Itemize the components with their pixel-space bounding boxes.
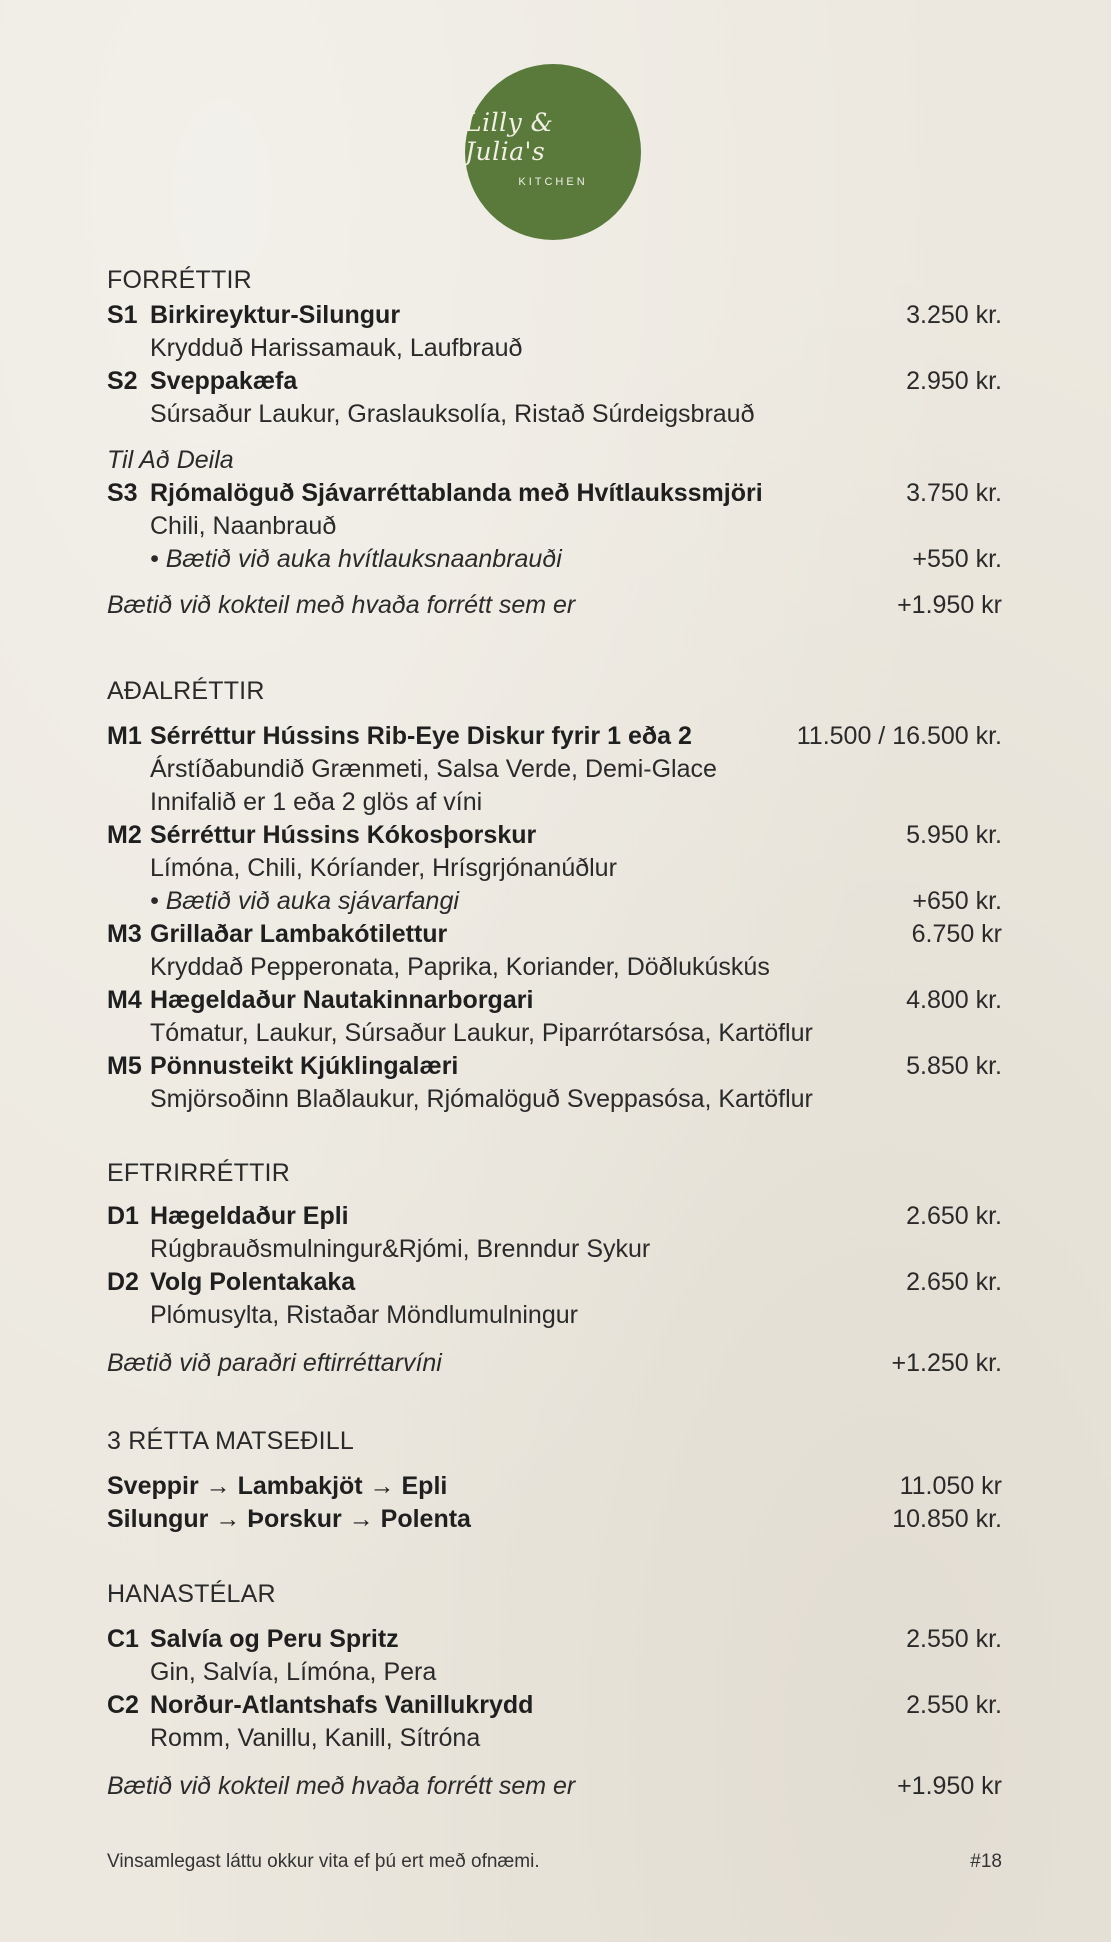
item-price: 4.800 kr. [906,986,1002,1014]
menu-item-m5 [107,1050,1002,1083]
item-description-row [107,753,1002,786]
item-code: S3 [107,479,138,507]
item-description-row [107,1083,1002,1116]
combo-row-1 [107,1470,1002,1503]
section-adalrettir [107,674,1002,1116]
menu-item-m4 [107,984,1002,1017]
item-price: 6.750 kr [911,920,1002,948]
item-code: M2 [107,821,142,849]
combo-price: 11.050 kr [899,1472,1002,1500]
item-name: Sveppakæfa [150,367,298,395]
item-description: Gin, Salvía, Límóna, Pera [150,1658,437,1686]
item-description: Kryddað Pepperonata, Paprika, Koriander, Döðlukúskús [150,953,770,981]
item-description: Súrsaður Laukur, Graslauksolía, Ristað Súrdeigsbrauð [150,400,755,428]
item-description-row [107,510,1002,543]
menu-item-s2 [107,365,1002,398]
cocktail-note: Bætið við kokteil með hvaða forrétt sem er [107,1772,576,1800]
item-description-row [107,852,1002,885]
menu-item-c1 [107,1623,1002,1656]
item-description-row [107,1233,1002,1266]
item-name: Norður-Atlantshafs Vanillukrydd [150,1691,534,1719]
menu-item-m2 [107,819,1002,852]
section-title: 3 RÉTTA MATSEÐILL [107,1427,354,1455]
addon-price: +650 kr. [912,887,1002,915]
section-title: AÐALRÉTTIR [107,677,265,705]
addon-text: • Bætið við auka sjávarfangi [150,887,459,915]
item-code: M5 [107,1052,142,1080]
item-price: 2.550 kr. [906,1691,1002,1719]
menu-item-c2 [107,1689,1002,1722]
section-eftirrettir [107,1156,1002,1380]
item-code: C2 [107,1691,139,1719]
menu-item-m1 [107,720,1002,753]
item-name: Hægeldaður Epli [150,1202,349,1230]
item-price: 5.850 kr. [906,1052,1002,1080]
item-code: D2 [107,1268,139,1296]
wine-note: Bætið við paraðri eftirréttarvíni [107,1349,442,1377]
item-description-row [107,1299,1002,1332]
menu-item-s1 [107,299,1002,332]
item-description-row [107,786,1002,819]
item-description-row [107,332,1002,365]
item-description: Innifalið er 1 eða 2 glös af víni [150,788,483,816]
item-price: 2.650 kr. [906,1202,1002,1230]
item-name: Volg Polentakaka [150,1268,356,1296]
wine-note-row [107,1347,1002,1380]
logo-script-text: Lilly & Julia's [465,108,554,166]
item-code: D1 [107,1202,139,1230]
item-description: Smjörsoðinn Blaðlaukur, Rjómalöguð Sveppasósa, Kartöflur [150,1085,813,1113]
combo-name: Sveppir → Lambakjöt → Epli [107,1472,448,1500]
item-code: M3 [107,920,142,948]
menu-item-m3 [107,918,1002,951]
item-name: Pönnusteikt Kjúklingalæri [150,1052,459,1080]
item-name: Rjómalöguð Sjávarréttablanda með Hvítlaukssmjöri [150,479,763,507]
section-title: FORRÉTTIR [107,266,252,294]
item-description: Krydduð Harissamauk, Laufbrauð [150,334,523,362]
share-note: Til Að Deila [107,446,234,474]
cocktail-note-row [107,1770,1002,1803]
item-price: 2.650 kr. [906,1268,1002,1296]
item-description-row [107,1017,1002,1050]
addon-row [107,885,1002,918]
item-name: Grillaðar Lambakótilettur [150,920,448,948]
section-matsedill [107,1424,1002,1536]
item-description: Rúgbrauðsmulningur&Rjómi, Brenndur Sykur [150,1235,651,1263]
item-name: Hægeldaður Nautakinnarborgari [150,986,534,1014]
combo-row-2 [107,1503,1002,1536]
share-note-row [107,444,1002,477]
item-description-row [107,1656,1002,1689]
menu-item-d2 [107,1266,1002,1299]
item-name: Sérréttur Hússins Kókosþorskur [150,821,537,849]
section-title: HANASTÉLAR [107,1580,276,1608]
item-name: Salvía og Peru Spritz [150,1625,399,1653]
item-price: 2.550 kr. [906,1625,1002,1653]
allergy-notice: Vinsamlegast láttu okkur vita ef þú ert með ofnæmi. [107,1851,540,1872]
footer [107,1848,1002,1876]
item-price: 5.950 kr. [906,821,1002,849]
item-description: Árstíðabundið Grænmeti, Salsa Verde, Demi-Glace [150,755,717,783]
section-hanastelar [107,1577,1002,1803]
logo-sub-text: KITCHEN [518,176,588,188]
cocktail-note: Bætið við kokteil með hvaða forrétt sem er [107,591,576,619]
item-description-row [107,1722,1002,1755]
item-name: Sérréttur Hússins Rib-Eye Diskur fyrir 1 eða 2 [150,722,692,750]
item-code: M1 [107,722,142,750]
section-forrettir [107,263,1002,622]
item-name: Birkireyktur-Silungur [150,301,401,329]
wine-price: +1.250 kr. [891,1349,1002,1377]
item-description: Chili, Naanbrauð [150,512,337,540]
cocktail-price: +1.950 kr [897,591,1002,619]
item-description: Plómusylta, Ristaðar Möndlumulningur [150,1301,578,1329]
item-code: S2 [107,367,138,395]
item-code: M4 [107,986,142,1014]
combo-name: Silungur → Þorskur → Polenta [107,1505,471,1533]
section-title: EFTRIRRÉTTIR [107,1159,290,1187]
item-price: 11.500 / 16.500 kr. [796,722,1002,750]
cocktail-note-row [107,589,1002,622]
item-price: 2.950 kr. [906,367,1002,395]
item-price: 3.250 kr. [906,301,1002,329]
item-code: C1 [107,1625,139,1653]
addon-price: +550 kr. [912,545,1002,573]
combo-price: 10.850 kr. [892,1505,1002,1533]
restaurant-logo [465,64,641,240]
item-description-row [107,398,1002,431]
item-description: Romm, Vanillu, Kanill, Sítróna [150,1724,481,1752]
item-code: S1 [107,301,138,329]
item-description: Límóna, Chili, Kóríander, Hrísgrjónanúðlur [150,854,617,882]
addon-row [107,543,1002,576]
page-number: #18 [970,1851,1002,1872]
menu-item-s3 [107,477,1002,510]
item-description-row [107,951,1002,984]
item-description: Tómatur, Laukur, Súrsaður Laukur, Piparrótarsósa, Kartöflur [150,1019,813,1047]
menu-item-d1 [107,1200,1002,1233]
item-price: 3.750 kr. [906,479,1002,507]
addon-text: • Bætið við auka hvítlauksnaanbrauði [150,545,562,573]
cocktail-price: +1.950 kr [897,1772,1002,1800]
